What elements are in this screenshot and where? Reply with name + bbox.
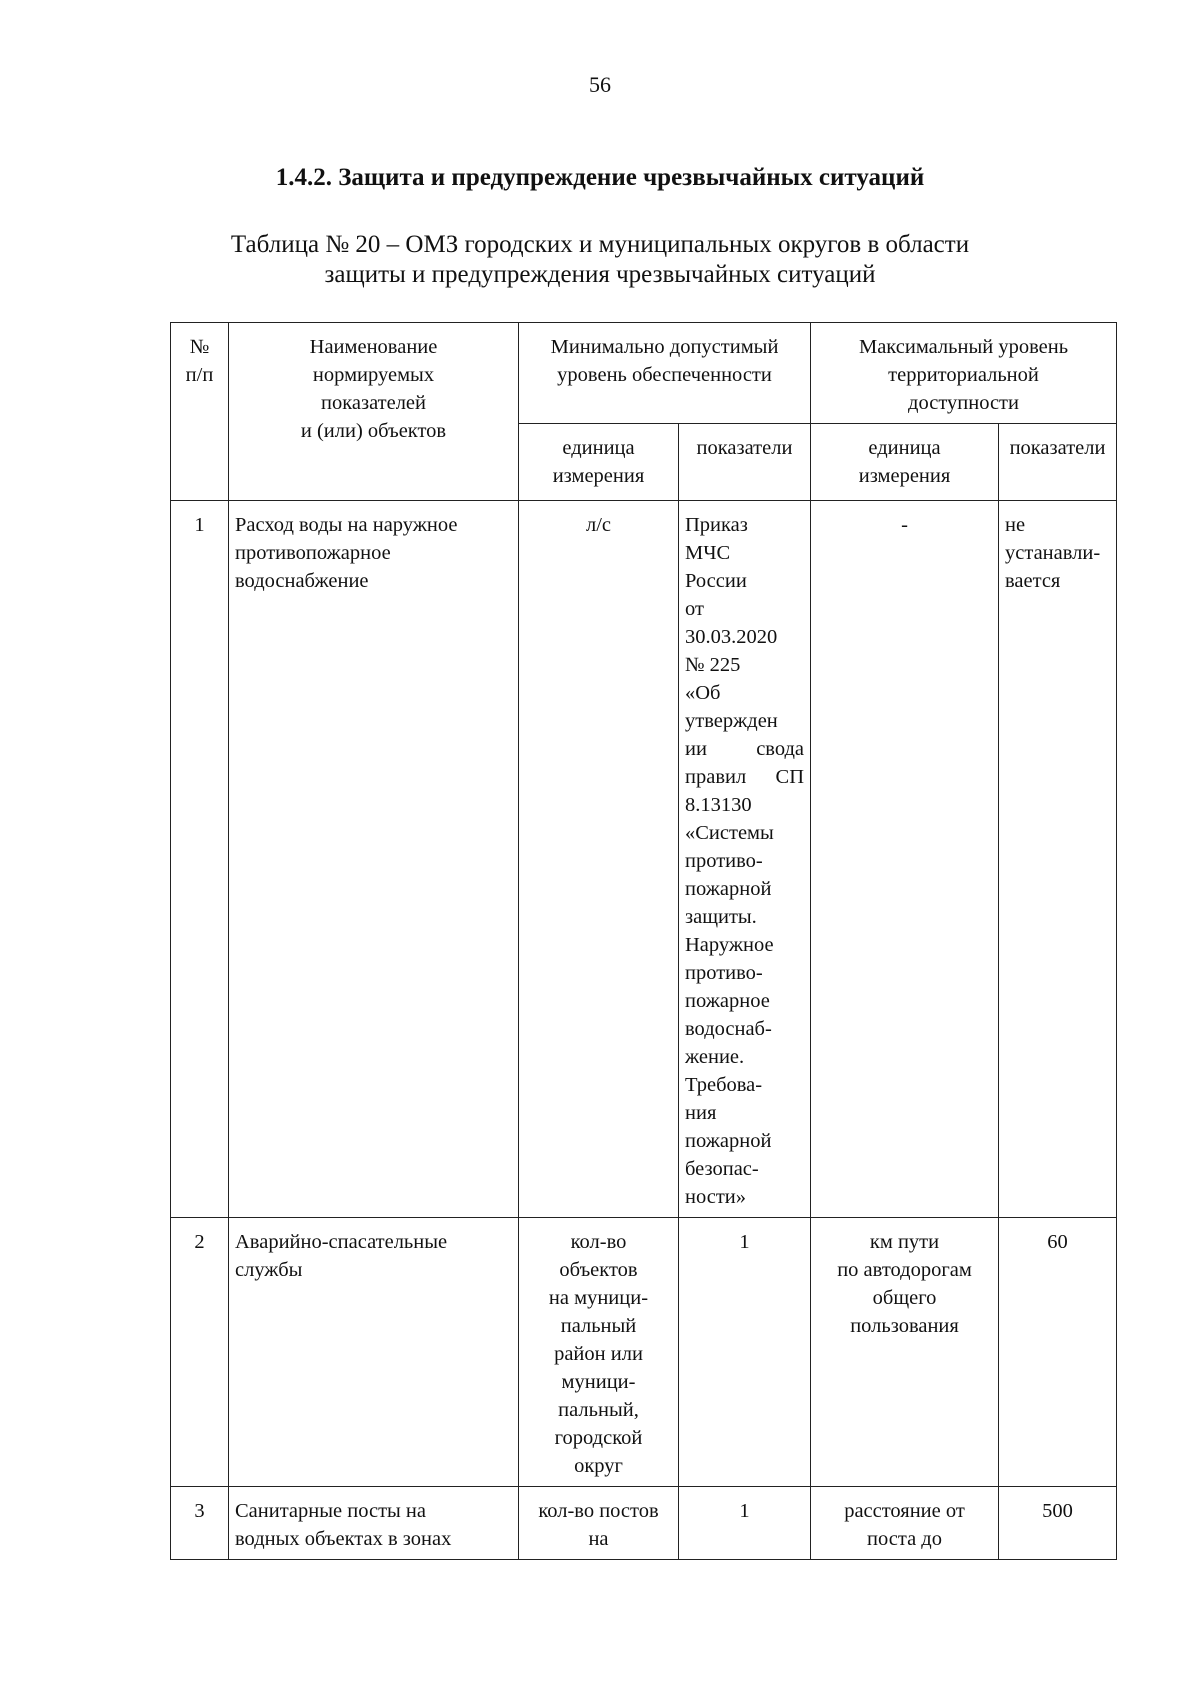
row-unit-max: - (811, 501, 999, 1218)
header-indicator-max: показатели (999, 424, 1117, 501)
row-unit-max: расстояние от поста до (811, 1487, 999, 1560)
citation-line: ности» (685, 1186, 747, 1208)
row-unit-max: км пути по автодорогам общего пользования (811, 1218, 999, 1487)
citation-line: Требова- (685, 1074, 763, 1096)
citation-line: жение. (685, 1046, 745, 1068)
table-row (171, 501, 1117, 1218)
header-name: Наименование нормируемых показателей и (или) объектов (229, 323, 519, 501)
citation-line: пожарной (685, 878, 772, 900)
row-num: 1 (171, 501, 229, 1218)
citation-line: Наружное (685, 934, 774, 956)
citation-line: «Об (685, 682, 721, 704)
header-min-level: Минимально допустимый уровень обеспеченности (519, 323, 811, 424)
citation-line: правил СП (685, 766, 805, 788)
citation-line: № 225 (685, 654, 741, 676)
row-unit-min: л/с (519, 501, 679, 1218)
table-header-row (171, 323, 1117, 424)
norms-table (170, 322, 1117, 1560)
row-indicator-min (679, 501, 811, 1218)
citation-line: защиты. (685, 906, 757, 928)
caption-line: Таблица № 20 – ОМЗ городских и муниципальных округов в области (230, 231, 970, 258)
citation-line: МЧС (685, 542, 731, 564)
citation-line: водоснаб- (685, 1018, 772, 1040)
caption-line: защиты и предупреждения чрезвычайных ситуаций (324, 261, 876, 288)
row-unit-min: кол-во объектов на муници- пальный район или муници- пальный, городской округ (519, 1218, 679, 1487)
section-title: 1.4.2. Защита и предупреждение чрезвычайных ситуаций (275, 164, 925, 191)
citation-line: 30.03.2020 (685, 626, 778, 648)
row-name: Расход воды на наружное противопожарное водоснабжение (229, 501, 519, 1218)
row-indicator-min: 1 (679, 1487, 811, 1560)
citation-line: пожарное (685, 990, 770, 1012)
header-indicator-min: показатели (679, 424, 811, 501)
table-caption (100, 230, 1100, 290)
citation-line: противо- (685, 962, 763, 984)
row-indicator-min: 1 (679, 1218, 811, 1487)
row-indicator-max: не устанавли- вается (999, 501, 1117, 1218)
table-row (171, 1487, 1117, 1560)
row-num: 3 (171, 1487, 229, 1560)
header-num: № п/п (171, 323, 229, 501)
citation-line: Приказ (685, 514, 748, 536)
page-number: 56 (589, 72, 611, 97)
row-indicator-max: 60 (999, 1218, 1117, 1487)
row-unit-min: кол-во постов на (519, 1487, 679, 1560)
citation-line: безопас- (685, 1158, 759, 1180)
row-indicator-max: 500 (999, 1487, 1117, 1560)
citation-line: ния (685, 1102, 717, 1124)
row-name: Санитарные посты на водных объектах в зонах (229, 1487, 519, 1560)
citation-line: противо- (685, 850, 763, 872)
citation-line: России (685, 570, 747, 592)
header-unit-min: единица измерения (519, 424, 679, 501)
citation-line: утвержден (685, 710, 778, 732)
citation-line: 8.13130 (685, 794, 752, 816)
header-max-level: Максимальный уровень территориальной доступности (811, 323, 1117, 424)
citation-line: ии свода (685, 738, 805, 760)
citation-line: от (685, 598, 704, 620)
citation-line: «Системы (685, 822, 774, 844)
header-unit-max: единица измерения (811, 424, 999, 501)
citation-line: пожарной (685, 1130, 772, 1152)
row-name: Аварийно-спасательные службы (229, 1218, 519, 1487)
table-row (171, 1218, 1117, 1487)
row-num: 2 (171, 1218, 229, 1487)
